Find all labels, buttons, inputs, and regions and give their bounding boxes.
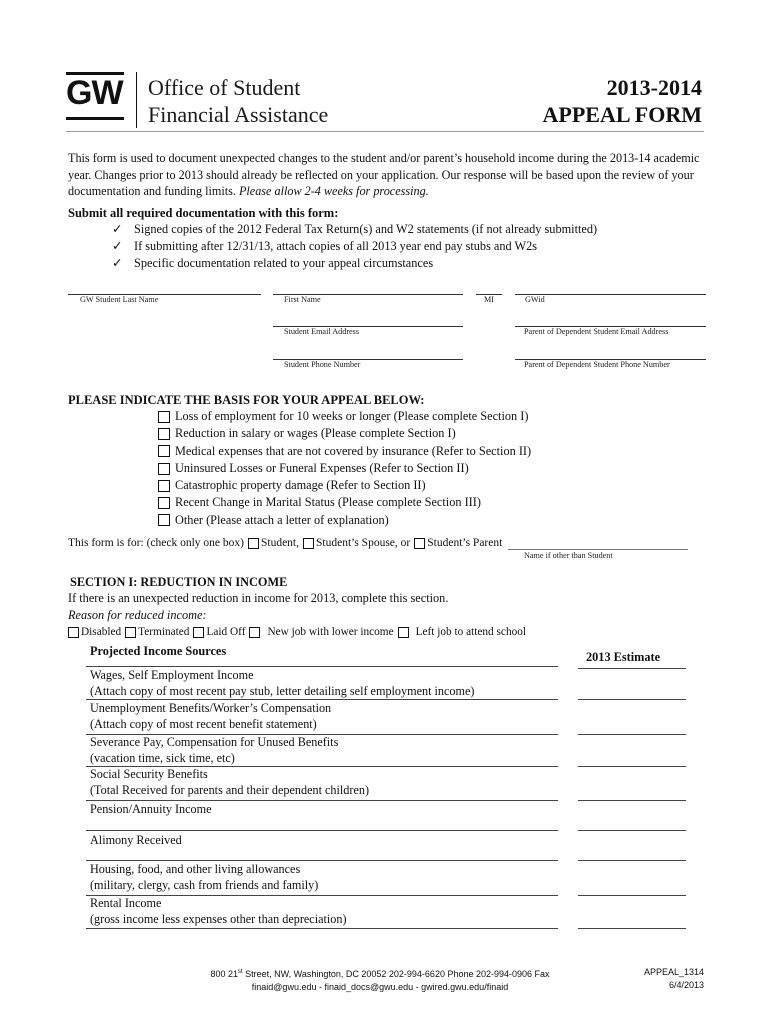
estimate-heading: 2013 Estimate — [586, 650, 661, 664]
basis-option: Medical expenses that are not covered by insurance (Refer to Section II) — [158, 443, 531, 460]
income-rule — [86, 699, 558, 700]
form-title-text: APPEAL FORM — [542, 102, 702, 127]
wages-estimate-field[interactable] — [578, 699, 686, 700]
form-code: APPEAL_1314 — [643, 967, 704, 977]
income-rule — [86, 666, 558, 667]
basis-checkbox[interactable] — [158, 480, 170, 492]
section1-heading: SECTION I: REDUCTION IN INCOME — [70, 575, 288, 589]
income-heading: Projected Income Sources — [90, 644, 227, 658]
parent-checkbox[interactable] — [414, 538, 425, 549]
reason-option: Laid Off — [193, 626, 245, 638]
office-name — [148, 74, 328, 128]
intro-italic: Please allow 2-4 weeks for processing. — [238, 184, 429, 198]
housing-estimate-field[interactable] — [578, 895, 686, 896]
student-checkbox[interactable] — [248, 538, 259, 549]
income-rule — [86, 860, 558, 861]
last-name-label: GW Student Last Name — [80, 295, 159, 304]
income-rule — [86, 928, 558, 929]
logo-divider — [136, 72, 137, 128]
reason-checkbox[interactable] — [68, 627, 79, 638]
gw-logo-text: GW — [66, 74, 123, 112]
gwid-label: GWid — [525, 295, 545, 304]
checkmark-icon: ✓ — [112, 256, 123, 270]
reason-checkbox[interactable] — [125, 627, 136, 638]
income-row: Unemployment Benefits/Worker’s Compensation (Attach copy of most recent benefit statement) — [90, 701, 332, 731]
reason-option: Disabled — [68, 626, 121, 638]
reason-checkbox[interactable] — [193, 627, 204, 638]
intro-text: This form is used to document unexpected changes to the student and/or parent’s household income during the 2013-14 academic year. Changes prior to 2013 should already be reflected on your application. Our response will be based upon the review of your documentation and funding limits. — [68, 151, 700, 198]
submit-heading: Submit all required documentation with this form: — [68, 206, 339, 220]
form-for-prefix: This form is for: (check only one box) — [68, 537, 244, 549]
estimate-rule — [578, 668, 686, 669]
reason-option: New job with lower income — [249, 626, 393, 638]
basis-option: Catastrophic property damage (Refer to Section II) — [158, 477, 531, 494]
student-email-label: Student Email Address — [284, 327, 360, 336]
basis-checkbox[interactable] — [158, 514, 170, 526]
income-row: Social Security Benefits (Total Received for parents and their dependent children) — [90, 767, 370, 797]
social-security-estimate-field[interactable] — [578, 800, 686, 801]
income-row: Alimony Received — [90, 833, 182, 847]
basis-option: Loss of employment for 10 weeks or longer (Please complete Section I) — [158, 408, 531, 425]
footer-address: 800 21st Street, NW, Washington, DC 20052 202-994-6620 Phone 202-994-0906 Fax — [210, 969, 550, 979]
income-row: Wages, Self Employment Income (Attach copy of most recent pay stub, letter detailing self employment income) — [90, 668, 475, 698]
first-name-label: First Name — [284, 295, 321, 304]
reason-options — [68, 626, 530, 638]
basis-checkbox[interactable] — [158, 497, 170, 509]
spouse-option: Student’s Spouse, or — [316, 537, 411, 549]
office-line-2: Financial Assistance — [148, 102, 329, 127]
basis-heading: PLEASE INDICATE THE BASIS FOR YOUR APPEAL BELOW: — [68, 393, 425, 407]
mi-label: MI — [484, 295, 495, 304]
checkmark-icon: ✓ — [112, 222, 123, 236]
pension-estimate-field[interactable] — [578, 830, 686, 831]
income-rule — [86, 800, 558, 801]
other-name-label: Name if other than Student — [524, 551, 613, 560]
intro-paragraph — [68, 150, 704, 200]
parent-email-label: Parent of Dependent Student Email Address — [524, 327, 669, 336]
form-date: 6/4/2013 — [668, 979, 704, 990]
alimony-estimate-field[interactable] — [578, 860, 686, 861]
basis-options — [158, 408, 531, 529]
income-row: Pension/Annuity Income — [90, 802, 212, 816]
basis-checkbox[interactable] — [158, 428, 170, 440]
footer-emails: finaid@gwu.edu - finaid_docs@gwu.edu - gwired.gwu.edu/finaid — [251, 981, 509, 992]
basis-checkbox[interactable] — [158, 463, 170, 475]
other-name-field[interactable] — [508, 549, 688, 550]
income-row: Rental Income (gross income less expenses other than depreciation) — [90, 896, 347, 926]
section1-text: If there is an unexpected reduction in income for 2013, complete this section. — [68, 591, 449, 605]
income-row: Housing, food, and other living allowances (military, clergy, cash from friends and family) — [90, 862, 319, 892]
header-rule — [66, 131, 704, 132]
basis-option: Other (Please attach a letter of explanation) — [158, 512, 531, 529]
rental-estimate-field[interactable] — [578, 928, 686, 929]
checklist-item: ✓ Specific documentation related to your appeal circumstances — [112, 256, 434, 270]
student-phone-label: Student Phone Number — [284, 360, 361, 369]
student-option: Student, — [260, 537, 299, 549]
basis-option: Recent Change in Marital Status (Please complete Section III) — [158, 494, 531, 511]
gw-logo — [66, 72, 124, 120]
reason-label: Reason for reduced income: — [68, 608, 207, 622]
parent-option: Student’s Parent — [427, 537, 503, 549]
income-rule — [86, 830, 558, 831]
unemployment-estimate-field[interactable] — [578, 734, 686, 735]
income-row: Severance Pay, Compensation for Unused Benefits (vacation time, sick time, etc) — [90, 735, 339, 765]
basis-option: Reduction in salary or wages (Please complete Section I) — [158, 425, 531, 442]
checklist-item: ✓ If submitting after 12/31/13, attach copies of all 2013 year end pay stubs and W2s — [112, 239, 538, 253]
checkmark-icon: ✓ — [112, 239, 123, 253]
reason-checkbox[interactable] — [249, 627, 260, 638]
checklist-item: ✓ Signed copies of the 2012 Federal Tax Return(s) and W2 statements (if not already submitted) — [112, 222, 598, 236]
form-for-row — [68, 537, 502, 549]
office-line-1: Office of Student — [148, 75, 301, 100]
severance-estimate-field[interactable] — [578, 766, 686, 767]
basis-checkbox[interactable] — [158, 445, 170, 457]
basis-option: Uninsured Losses or Funeral Expenses (Refer to Section II) — [158, 460, 531, 477]
form-year: 2013-2014 — [606, 75, 702, 100]
reason-option: Left job to attend school — [398, 626, 526, 638]
spouse-checkbox[interactable] — [303, 538, 314, 549]
footer-contact — [150, 966, 610, 993]
submit-checklist — [112, 221, 597, 272]
basis-checkbox[interactable] — [158, 411, 170, 423]
form-title — [543, 74, 703, 128]
reason-checkbox[interactable] — [398, 627, 409, 638]
parent-phone-label: Parent of Dependent Student Phone Number — [524, 360, 670, 369]
reason-option: Terminated — [125, 626, 189, 638]
footer-form-code — [644, 966, 704, 991]
